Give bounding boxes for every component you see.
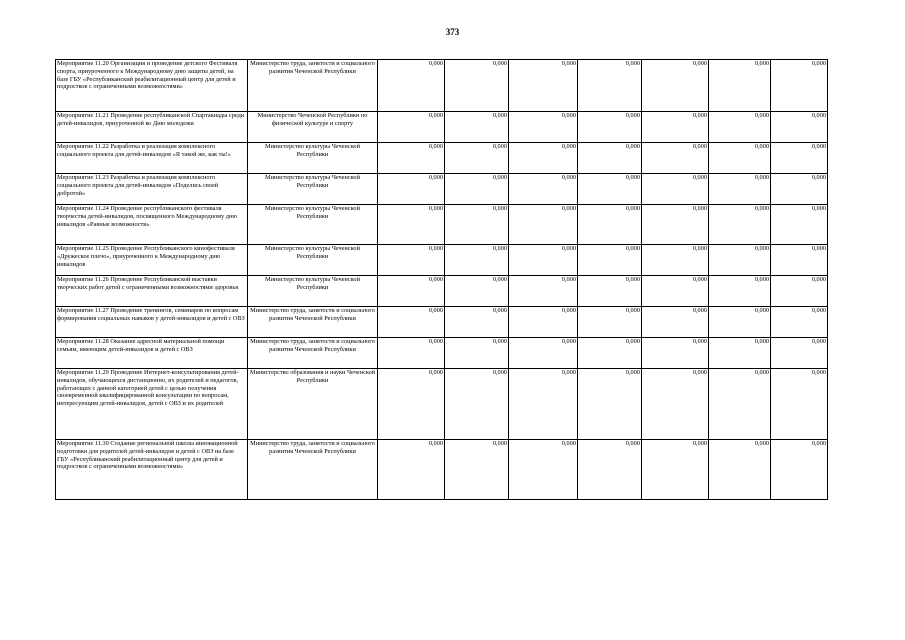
amount-cell: 0,000	[445, 276, 509, 307]
amount-cell: 0,000	[578, 338, 642, 369]
amount-cell: 0,000	[771, 174, 828, 205]
amount-cell: 0,000	[709, 143, 771, 174]
amount-cell: 0,000	[509, 60, 578, 112]
amount-cell: 0,000	[578, 112, 642, 143]
amount-cell: 0,000	[709, 276, 771, 307]
table-body	[56, 60, 828, 500]
activity-cell: Мероприятие 11.24 Проведение республиканского фестиваля творчества детей-инвалидов, посвященного Международному дню инвалидов «Равные возможности»	[56, 205, 248, 245]
amount-cell: 0,000	[771, 440, 828, 500]
amount-cell: 0,000	[378, 112, 445, 143]
activity-cell: Мероприятие 11.25 Проведение Республиканского кинофестиваля «Дружеское плечо», приуроченного к Международному дню инвалидов	[56, 245, 248, 276]
amount-cell: 0,000	[578, 205, 642, 245]
amount-cell: 0,000	[771, 369, 828, 440]
amount-cell: 0,000	[509, 369, 578, 440]
table-row	[56, 245, 828, 276]
amount-cell: 0,000	[578, 276, 642, 307]
table-row	[56, 440, 828, 500]
table-row	[56, 307, 828, 338]
amount-cell: 0,000	[445, 60, 509, 112]
activity-cell: Мероприятие 11.30 Создание региональной школы инновационной подготовки для родителей детей-инвалидов и детей с ОВЗ на базе ГБУ «Республиканский реабилитационный центр для детей и подростков с ограниченными возможностями»	[56, 440, 248, 500]
amount-cell: 0,000	[642, 307, 709, 338]
table-row	[56, 338, 828, 369]
amount-cell: 0,000	[578, 60, 642, 112]
amount-cell: 0,000	[378, 307, 445, 338]
table-row	[56, 276, 828, 307]
table-row	[56, 174, 828, 205]
amount-cell: 0,000	[509, 143, 578, 174]
amount-cell: 0,000	[642, 369, 709, 440]
amount-cell: 0,000	[578, 369, 642, 440]
amount-cell: 0,000	[642, 205, 709, 245]
executor-cell: Министерство Чеченской Республики по физической культуре и спорту	[248, 112, 378, 143]
amount-cell: 0,000	[445, 440, 509, 500]
amount-cell: 0,000	[642, 174, 709, 205]
executor-cell: Министерство культуры Чеченской Республики	[248, 245, 378, 276]
amount-cell: 0,000	[578, 174, 642, 205]
amount-cell: 0,000	[771, 112, 828, 143]
amount-cell: 0,000	[771, 205, 828, 245]
executor-cell: Министерство культуры Чеченской Республики	[248, 174, 378, 205]
executor-cell: Министерство труда, занятости и социального развития Чеченской Республики	[248, 307, 378, 338]
activity-cell: Мероприятие 11.21 Проведение республиканской Спартакиады среди детей-инвалидов, приуроченной ко Дню молодежи	[56, 112, 248, 143]
executor-cell: Министерство труда, занятости и социального развития Чеченской Республики	[248, 60, 378, 112]
amount-cell: 0,000	[771, 143, 828, 174]
activity-cell: Мероприятие 11.23 Разработка и реализация комплексного социального проекта для детей-инвалидов «Поделись своей добротой»	[56, 174, 248, 205]
program-activities-table	[55, 59, 828, 500]
amount-cell: 0,000	[771, 245, 828, 276]
executor-cell: Министерство труда, занятости и социального развития Чеченской Республики	[248, 440, 378, 500]
amount-cell: 0,000	[445, 143, 509, 174]
executor-cell: Министерство труда, занятости и социального развития Чеченской Республики	[248, 338, 378, 369]
activity-cell: Мероприятие 11.27 Проведение тренингов, семинаров по вопросам формирования социальных навыков у детей-инвалидов и детей с ОВЗ	[56, 307, 248, 338]
table-row	[56, 112, 828, 143]
activity-cell: Мероприятие 11.22 Разработка и реализация комплексного социального проекта для детей-инвалидов «Я такой же, как ты!»	[56, 143, 248, 174]
amount-cell: 0,000	[378, 338, 445, 369]
table-row	[56, 205, 828, 245]
amount-cell: 0,000	[709, 440, 771, 500]
amount-cell: 0,000	[509, 338, 578, 369]
page-number: 373	[445, 27, 460, 37]
amount-cell: 0,000	[509, 174, 578, 205]
amount-cell: 0,000	[445, 174, 509, 205]
amount-cell: 0,000	[709, 60, 771, 112]
amount-cell: 0,000	[378, 174, 445, 205]
executor-cell: Министерство культуры Чеченской Республики	[248, 205, 378, 245]
amount-cell: 0,000	[642, 338, 709, 369]
amount-cell: 0,000	[709, 112, 771, 143]
table-row	[56, 369, 828, 440]
amount-cell: 0,000	[509, 440, 578, 500]
amount-cell: 0,000	[578, 143, 642, 174]
amount-cell: 0,000	[709, 174, 771, 205]
amount-cell: 0,000	[642, 440, 709, 500]
amount-cell: 0,000	[378, 276, 445, 307]
amount-cell: 0,000	[445, 205, 509, 245]
amount-cell: 0,000	[642, 245, 709, 276]
amount-cell: 0,000	[378, 245, 445, 276]
table-row	[56, 60, 828, 112]
amount-cell: 0,000	[578, 440, 642, 500]
executor-cell: Министерство культуры Чеченской Республики	[248, 143, 378, 174]
amount-cell: 0,000	[509, 307, 578, 338]
amount-cell: 0,000	[578, 307, 642, 338]
amount-cell: 0,000	[378, 369, 445, 440]
amount-cell: 0,000	[771, 276, 828, 307]
amount-cell: 0,000	[771, 338, 828, 369]
amount-cell: 0,000	[642, 143, 709, 174]
amount-cell: 0,000	[445, 338, 509, 369]
executor-cell: Министерство образования и науки Чеченской Республики	[248, 369, 378, 440]
amount-cell: 0,000	[445, 307, 509, 338]
amount-cell: 0,000	[378, 143, 445, 174]
amount-cell: 0,000	[642, 112, 709, 143]
amount-cell: 0,000	[642, 276, 709, 307]
amount-cell: 0,000	[771, 60, 828, 112]
table-row	[56, 143, 828, 174]
amount-cell: 0,000	[578, 245, 642, 276]
amount-cell: 0,000	[378, 440, 445, 500]
activity-cell: Мероприятие 11.29 Проведение Интернет-консультирования детей-инвалидов, обучающихся дистанционно, их родителей и педагогов, работающих с данной категорией детей с целью получения своевременной квалифицированной консультации по вопросам, интересующим детей-инвалидов, детей с ОВЗ и их родителей	[56, 369, 248, 440]
amount-cell: 0,000	[709, 338, 771, 369]
amount-cell: 0,000	[509, 276, 578, 307]
amount-cell: 0,000	[709, 245, 771, 276]
amount-cell: 0,000	[509, 205, 578, 245]
executor-cell: Министерство культуры Чеченской Республики	[248, 276, 378, 307]
amount-cell: 0,000	[378, 205, 445, 245]
amount-cell: 0,000	[709, 205, 771, 245]
amount-cell: 0,000	[509, 112, 578, 143]
amount-cell: 0,000	[709, 307, 771, 338]
amount-cell: 0,000	[445, 369, 509, 440]
amount-cell: 0,000	[709, 369, 771, 440]
activity-cell: Мероприятие 11.26 Проведение Республиканской выставки творческих работ детей с ограниченными возможностями здоровья	[56, 276, 248, 307]
amount-cell: 0,000	[509, 245, 578, 276]
amount-cell: 0,000	[378, 60, 445, 112]
amount-cell: 0,000	[445, 112, 509, 143]
amount-cell: 0,000	[771, 307, 828, 338]
activity-cell: Мероприятие 11.20 Организация и проведение детского Фестиваля спорта, приуроченного к Международному дню защиты детей, на базе ГБУ «Республиканский реабилитационный центр для детей и подростков с ограниченными возможностями»	[56, 60, 248, 112]
amount-cell: 0,000	[642, 60, 709, 112]
amount-cell: 0,000	[445, 245, 509, 276]
activity-cell: Мероприятие 11.28 Оказание адресной материальной помощи семьям, имеющим детей-инвалидов и детей с ОВЗ	[56, 338, 248, 369]
